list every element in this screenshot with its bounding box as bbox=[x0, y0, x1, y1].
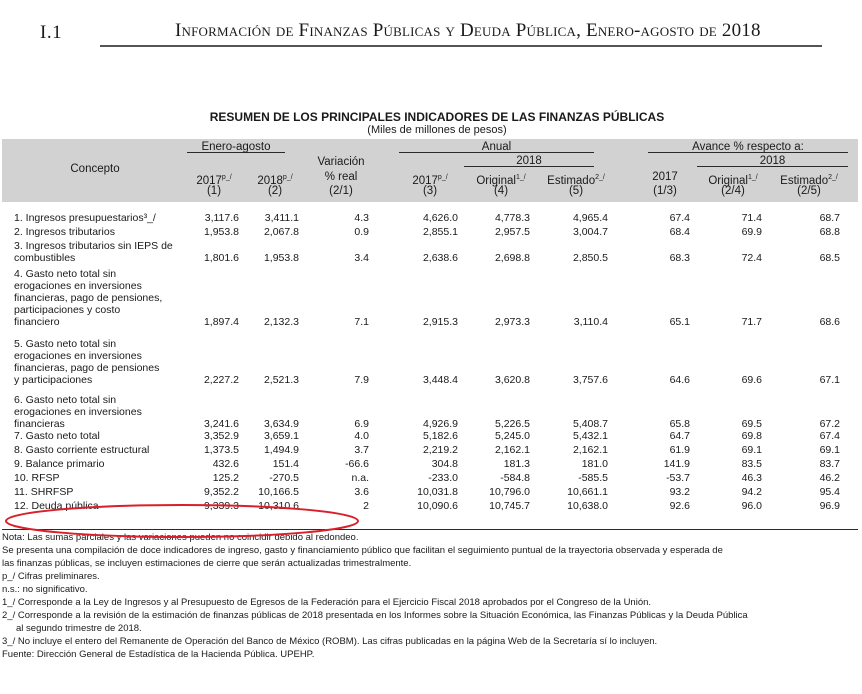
row-value: 1,373.5 bbox=[203, 444, 239, 456]
row-value: 4.0 bbox=[354, 430, 369, 442]
row-value: 67.2 bbox=[819, 418, 840, 430]
row-concepto bbox=[14, 268, 224, 328]
row-value: 3,634.9 bbox=[263, 418, 299, 430]
note-redondeo: Nota: Las sumas parciales y las variaciones pueden no coincidir debido al redondeo. bbox=[2, 532, 359, 543]
row-value: 10,031.8 bbox=[417, 486, 458, 498]
row-value: -66.6 bbox=[345, 458, 369, 470]
row-value: 3,757.6 bbox=[572, 374, 608, 386]
header-variacion-num: (2/1) bbox=[329, 185, 353, 197]
row-concepto bbox=[14, 338, 224, 386]
row-value: -585.5 bbox=[578, 472, 608, 484]
row-concepto bbox=[14, 394, 224, 430]
row-concepto-line: participaciones y costo bbox=[14, 304, 121, 316]
row-concepto-line: erogaciones en inversiones bbox=[14, 406, 142, 418]
row-value: 5,432.1 bbox=[572, 430, 608, 442]
header-concepto: Concepto bbox=[70, 163, 120, 175]
row-value: 4.3 bbox=[354, 212, 369, 224]
row-value: 9,352.2 bbox=[203, 486, 239, 498]
header-anual-2018: 2018 bbox=[516, 155, 542, 167]
row-value: 1,801.6 bbox=[203, 252, 239, 264]
header-estimado-num: (5) bbox=[568, 185, 584, 197]
row-value: 68.3 bbox=[669, 252, 690, 264]
row-concepto-line: erogaciones en inversiones bbox=[14, 350, 142, 362]
table-title: RESUMEN DE LOS PRINCIPALES INDICADORES DE LAS FINANZAS PÚBLICAS bbox=[209, 110, 665, 124]
row-value: 10,661.1 bbox=[567, 486, 608, 498]
row-concepto-line: 1. Ingresos presupuestarios³_/ bbox=[14, 212, 156, 224]
note-1: 1_/ Corresponde a la Ley de Ingresos y al Presupuesto de Egresos de la Federación para el Ejercicio Fiscal 2018 aprobados por el Congreso de la Unión. bbox=[2, 597, 652, 608]
row-value: 4,926.9 bbox=[422, 418, 458, 430]
row-value: 94.2 bbox=[741, 486, 762, 498]
row-concepto-line: 7. Gasto neto total bbox=[14, 430, 100, 442]
row-value: 3.4 bbox=[354, 252, 369, 264]
row-value: 2,227.2 bbox=[203, 374, 239, 386]
row-value: 3,241.6 bbox=[203, 418, 239, 430]
row-value: 2 bbox=[363, 500, 369, 512]
row-value: 3,004.7 bbox=[572, 226, 608, 238]
row-concepto-line: 3. Ingresos tributarios sin IEPS de bbox=[14, 240, 173, 252]
row-concepto-line: 4. Gasto neto total sin bbox=[14, 268, 117, 280]
row-concepto bbox=[14, 472, 224, 484]
row-value: 68.8 bbox=[819, 226, 840, 238]
row-concepto bbox=[14, 458, 224, 470]
row-concepto-line: erogaciones en inversiones bbox=[14, 280, 142, 292]
header-ea-2017-num: (1) bbox=[206, 185, 222, 197]
row-value: n.a. bbox=[351, 472, 369, 484]
row-value: 72.4 bbox=[741, 252, 762, 264]
row-value: 3.6 bbox=[354, 486, 369, 498]
row-value: 96.0 bbox=[741, 500, 762, 512]
note-preliminares: p_/ Cifras preliminares. bbox=[2, 571, 100, 582]
row-value: 69.1 bbox=[741, 444, 762, 456]
header-avance-original: Original$^{1\_/}$ bbox=[708, 174, 758, 187]
row-value: 2,855.1 bbox=[422, 226, 458, 238]
row-concepto bbox=[14, 486, 224, 498]
row-value: 4,626.0 bbox=[422, 212, 458, 224]
row-value: 68.5 bbox=[819, 252, 840, 264]
header-anual-2017: $2017^{p\_/}$ bbox=[412, 174, 448, 187]
row-value: 69.6 bbox=[741, 374, 762, 386]
row-value: 2,521.3 bbox=[263, 374, 299, 386]
row-value: 68.7 bbox=[819, 212, 840, 224]
row-value: -584.8 bbox=[500, 472, 530, 484]
row-concepto-line: financieras, pago de pensiones, bbox=[14, 292, 163, 304]
notes-block bbox=[2, 531, 858, 661]
row-value: 64.6 bbox=[669, 374, 690, 386]
header-rule bbox=[100, 45, 822, 47]
row-value: 304.8 bbox=[431, 458, 458, 470]
row-value: 64.7 bbox=[669, 430, 690, 442]
row-value: 69.8 bbox=[741, 430, 762, 442]
row-value: 10,090.6 bbox=[417, 500, 458, 512]
row-value: 3,411.1 bbox=[264, 212, 299, 224]
row-value: 1,953.8 bbox=[263, 252, 299, 264]
row-value: -270.5 bbox=[269, 472, 299, 484]
row-value: 5,226.5 bbox=[494, 418, 530, 430]
note-no-significativo: n.s.: no significativo. bbox=[2, 584, 88, 595]
row-concepto-line: y participaciones bbox=[14, 374, 93, 386]
header-avance-2017: 2017 bbox=[652, 171, 678, 183]
row-concepto bbox=[14, 444, 224, 456]
row-value: 0.9 bbox=[354, 226, 369, 238]
row-value: -53.7 bbox=[666, 472, 690, 484]
row-concepto-line: 12. Deuda pública bbox=[14, 500, 99, 512]
table-subtitle: (Miles de millones de pesos) bbox=[367, 124, 507, 136]
note-2: 2_/ Corresponde a la revisión de la estimación de finanzas públicas de 2018 presentada en los Informes sobre la Situación Económica, las Finanzas Públicas y la Deuda Pública bbox=[2, 610, 748, 621]
row-value: 46.3 bbox=[741, 472, 762, 484]
row-value: 3,659.1 bbox=[263, 430, 299, 442]
row-value: 181.0 bbox=[581, 458, 608, 470]
row-concepto-line: financieras bbox=[14, 418, 65, 430]
row-value: 3,117.6 bbox=[204, 212, 239, 224]
header-ea-2017: $2017^{p\_/}$ bbox=[196, 174, 232, 187]
row-value: 3,352.9 bbox=[203, 430, 239, 442]
row-value: 3,448.4 bbox=[422, 374, 458, 386]
note-2-cont: al segundo trimestre de 2018. bbox=[16, 623, 142, 634]
row-value: 141.9 bbox=[663, 458, 690, 470]
row-value: 61.9 bbox=[669, 444, 690, 456]
row-value: 83.5 bbox=[741, 458, 762, 470]
row-value: 2,957.5 bbox=[494, 226, 530, 238]
row-value: 2,132.3 bbox=[263, 316, 299, 328]
row-concepto bbox=[14, 430, 224, 442]
row-value: 3.7 bbox=[354, 444, 369, 456]
row-value: 95.4 bbox=[819, 486, 840, 498]
section-number: I.1 bbox=[40, 22, 63, 43]
row-value: 69.5 bbox=[741, 418, 762, 430]
row-value: 2,162.1 bbox=[494, 444, 530, 456]
row-value: 3,110.4 bbox=[573, 316, 608, 328]
header-estimado: Estimado$^{2\_/}$ bbox=[547, 174, 605, 187]
row-value: 151.4 bbox=[272, 458, 299, 470]
row-concepto-line: financiero bbox=[14, 316, 60, 328]
header-original-num: (4) bbox=[493, 185, 509, 197]
row-value: 69.9 bbox=[741, 226, 762, 238]
row-value: 67.4 bbox=[819, 430, 840, 442]
row-value: 10,638.0 bbox=[567, 500, 608, 512]
row-value: 46.2 bbox=[819, 472, 840, 484]
header-avance-estimado-num: (2/5) bbox=[797, 185, 821, 197]
row-value: 10,796.0 bbox=[489, 486, 530, 498]
row-value: 1,494.9 bbox=[263, 444, 299, 456]
note-3: 3_/ No incluye el entero del Remanente de Operación del Banco de México (ROBM). Las cifras publicadas en la página Web de la Secretaría sí lo incluyen. bbox=[2, 636, 658, 647]
row-value: 69.1 bbox=[819, 444, 840, 456]
row-value: 10,745.7 bbox=[489, 500, 530, 512]
note-descripcion-cont: las finanzas públicas, se incluyen estimaciones de cierre que serán actualizadas trimestralmente. bbox=[2, 558, 412, 569]
header-ea-2018-num: (2) bbox=[267, 185, 283, 197]
header-anual: Anual bbox=[481, 141, 512, 153]
header-enero-agosto: Enero-agosto bbox=[201, 141, 271, 153]
row-concepto-line: 6. Gasto neto total sin bbox=[14, 394, 117, 406]
header-avance-estimado: Estimado$^{2\_/}$ bbox=[780, 174, 838, 187]
row-concepto-line: 8. Gasto corriente estructural bbox=[14, 444, 150, 456]
header-anual-2017-num: (3) bbox=[422, 185, 438, 197]
row-value: 10,166.5 bbox=[258, 486, 299, 498]
row-concepto bbox=[14, 226, 224, 238]
row-value: 92.6 bbox=[669, 500, 690, 512]
row-concepto bbox=[14, 500, 224, 512]
header-variacion: Variación bbox=[317, 156, 365, 168]
header-avance-2017-num: (1/3) bbox=[653, 185, 677, 197]
row-value: 2,973.3 bbox=[494, 316, 530, 328]
row-value: 4,778.3 bbox=[494, 212, 530, 224]
note-descripcion: Se presenta una compilación de doce indicadores de ingreso, gasto y financiamiento público que facilitan el seguimiento puntual de la trayectoria observada y esperada de bbox=[2, 545, 723, 556]
row-value: 3,620.8 bbox=[494, 374, 530, 386]
header-avance-2018: 2018 bbox=[759, 155, 786, 167]
row-value: 2,067.8 bbox=[263, 226, 299, 238]
row-value: 93.2 bbox=[669, 486, 690, 498]
row-concepto-line: 11. SHRFSP bbox=[14, 486, 74, 498]
row-value: 181.3 bbox=[503, 458, 530, 470]
row-value: 432.6 bbox=[212, 458, 239, 470]
row-concepto bbox=[14, 240, 224, 264]
row-value: 2,219.2 bbox=[422, 444, 458, 456]
header-variacion-real: % real bbox=[324, 171, 358, 183]
document-header-title: Información de Finanzas Públicas y Deuda Pública, Enero-agosto de 2018 bbox=[175, 20, 761, 41]
row-concepto bbox=[14, 212, 224, 224]
row-value: 2,850.5 bbox=[572, 252, 608, 264]
row-value: 10,310.6 bbox=[258, 500, 299, 512]
row-value: -233.0 bbox=[428, 472, 458, 484]
header-original: Original$^{1\_/}$ bbox=[476, 174, 526, 187]
row-value: 5,408.7 bbox=[572, 418, 608, 430]
header-avance: Avance % respecto a: bbox=[692, 141, 804, 153]
row-concepto-line: 10. RFSP bbox=[14, 472, 60, 484]
row-value: 2,162.1 bbox=[572, 444, 608, 456]
row-concepto-line: financieras, pago de pensiones bbox=[14, 362, 160, 374]
row-value: 65.1 bbox=[669, 316, 690, 328]
row-value: 71.4 bbox=[741, 212, 762, 224]
row-value: 1,953.8 bbox=[203, 226, 239, 238]
row-value: 65.8 bbox=[669, 418, 690, 430]
row-value: 96.9 bbox=[819, 500, 840, 512]
row-value: 125.2 bbox=[212, 472, 239, 484]
row-value: 67.4 bbox=[669, 212, 690, 224]
header-ea-2018: $2018^{p\_/}$ bbox=[257, 174, 293, 187]
header-avance-original-num: (2/4) bbox=[721, 185, 745, 197]
row-value: 83.7 bbox=[819, 458, 840, 470]
row-value: 1,897.4 bbox=[203, 316, 239, 328]
row-value: 71.7 bbox=[741, 316, 762, 328]
row-value: 7.1 bbox=[354, 316, 369, 328]
row-value: 2,698.8 bbox=[494, 252, 530, 264]
row-concepto-line: 9. Balance primario bbox=[14, 458, 105, 470]
row-concepto-line: 5. Gasto neto total sin bbox=[14, 338, 117, 350]
row-value: 5,245.0 bbox=[494, 430, 530, 442]
row-value: 68.4 bbox=[669, 226, 690, 238]
row-value: 5,182.6 bbox=[422, 430, 458, 442]
row-value: 4,965.4 bbox=[572, 212, 608, 224]
row-concepto-line: 2. Ingresos tributarios bbox=[14, 226, 115, 238]
row-value: 2,915.3 bbox=[422, 316, 458, 328]
row-value: 68.6 bbox=[819, 316, 840, 328]
row-concepto-line: combustibles bbox=[14, 252, 76, 264]
note-fuente: Fuente: Dirección General de Estadística de la Hacienda Pública. UPEHP. bbox=[2, 649, 315, 660]
row-value: 2,638.6 bbox=[422, 252, 458, 264]
row-value: 7.9 bbox=[354, 374, 369, 386]
row-value: 6.9 bbox=[354, 418, 369, 430]
row-value: 9,339.3 bbox=[203, 500, 239, 512]
row-value: 67.1 bbox=[819, 374, 840, 386]
table-bottom-rule bbox=[2, 529, 858, 530]
